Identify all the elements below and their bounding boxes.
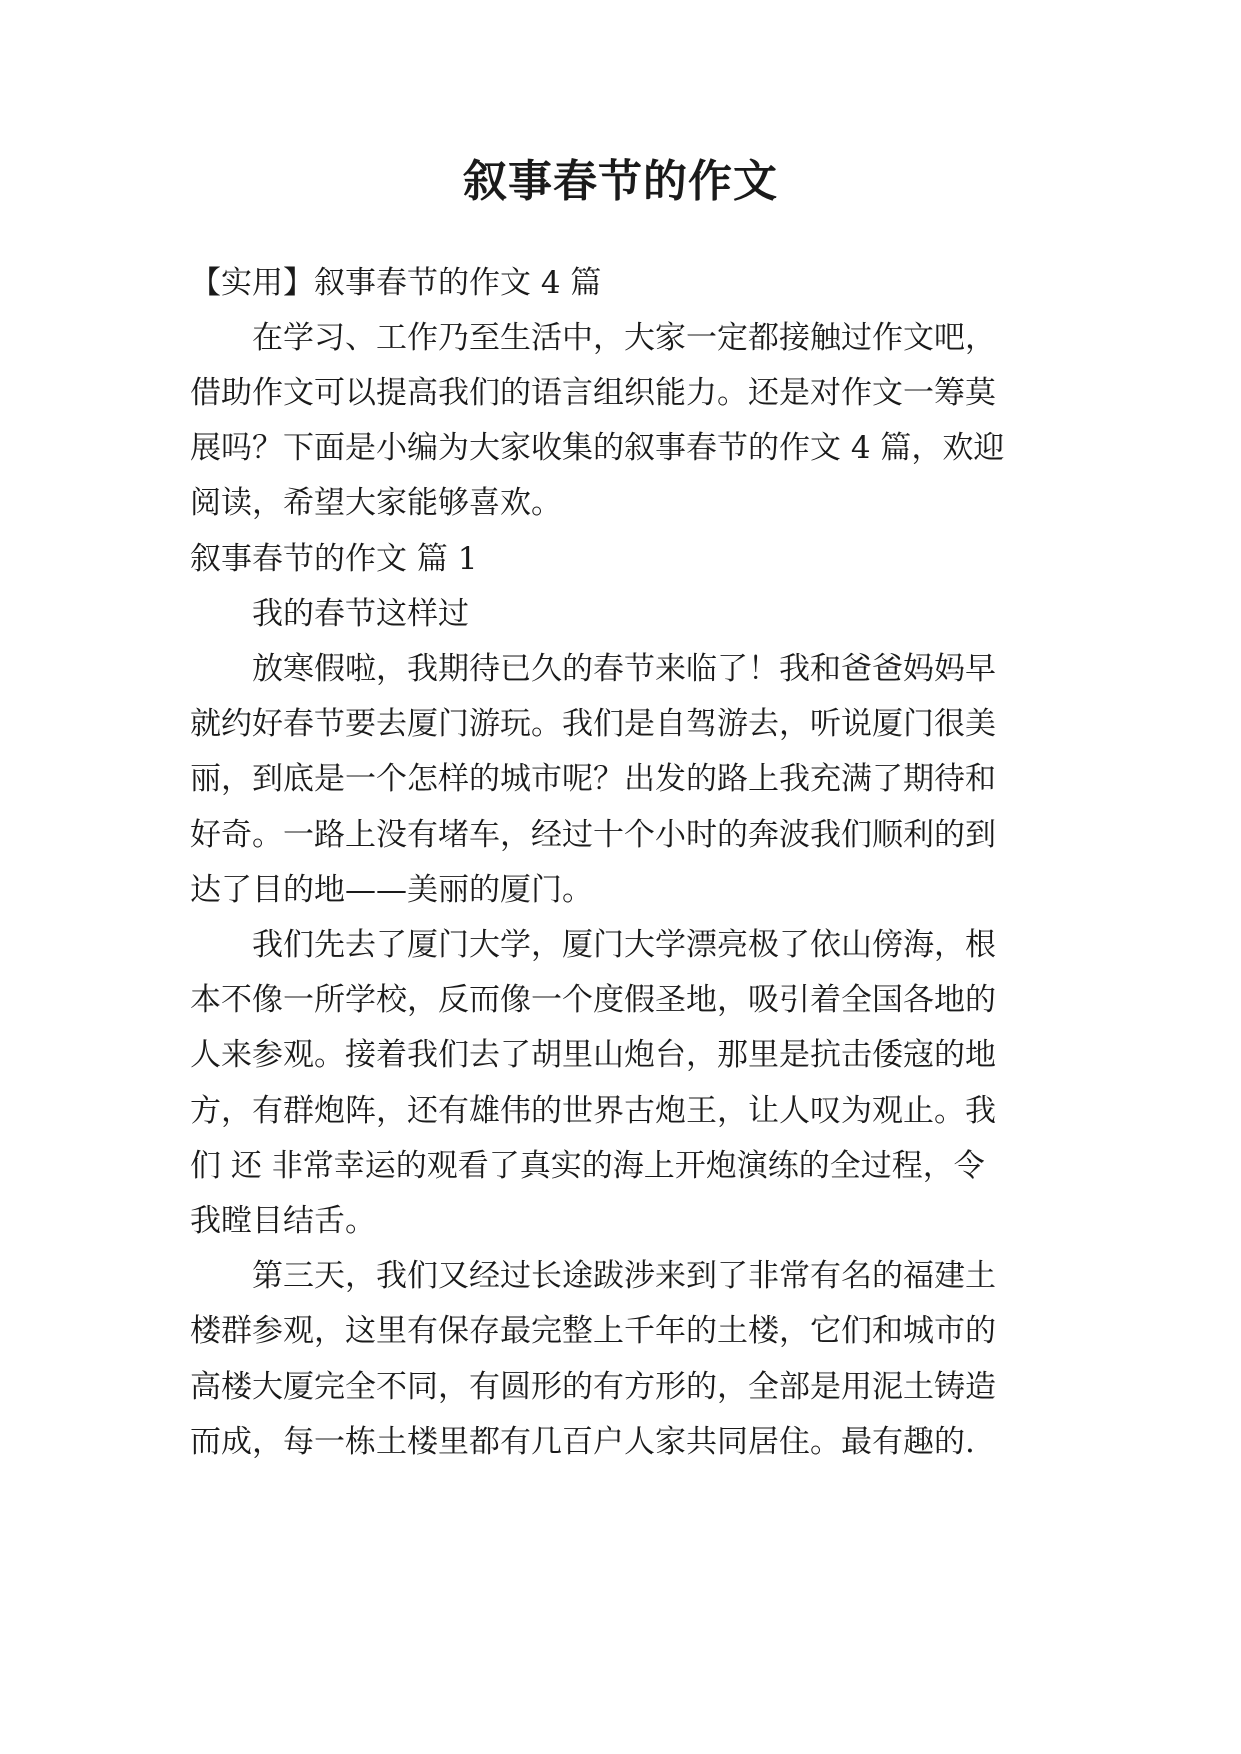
- text-line: 我的春节这样过: [190, 596, 469, 632]
- subtitle-line: 【实用】叙事春节的作文 4 篇: [190, 265, 602, 301]
- document-title: 叙事春节的作文: [463, 156, 778, 207]
- text-line: 达了目的地——美丽的厦门。: [190, 872, 593, 908]
- text-line: 就约好春节要去厦门游玩。我们是自驾游去，听说厦门很美: [190, 706, 996, 742]
- text-line: 而成，每一栋土楼里都有几百户人家共同居住。最有趣的.: [190, 1424, 975, 1460]
- text-line: 本不像一所学校，反而像一个度假圣地，吸引着全国各地的: [190, 982, 996, 1018]
- text-line: 我瞠目结舌。: [190, 1203, 376, 1239]
- text-line: 方，有群炮阵，还有雄伟的世界古炮王，让人叹为观止。我: [190, 1093, 996, 1129]
- text-line: 放寒假啦，我期待已久的春节来临了！我和爸爸妈妈早: [190, 651, 996, 687]
- text-line: 高楼大厦完全不同，有圆形的有方形的，全部是用泥土铸造: [190, 1369, 996, 1405]
- section-heading: 叙事春节的作文 篇 1: [190, 541, 478, 577]
- text-line: 在学习、工作乃至生活中，大家一定都接触过作文吧，: [190, 320, 996, 356]
- text-line: 第三天，我们又经过长途跋涉来到了非常有名的福建土: [190, 1258, 996, 1294]
- text-line: 我们先去了厦门大学，厦门大学漂亮极了依山傍海，根: [190, 927, 996, 963]
- text-line: 们 还 非常幸运的观看了真实的海上开炮演练的全过程，令: [190, 1148, 985, 1184]
- text-line: 阅读，希望大家能够喜欢。: [190, 485, 562, 521]
- text-line: 展吗？下面是小编为大家收集的叙事春节的作文 4 篇，欢迎: [190, 430, 1005, 466]
- text-line: 借助作文可以提高我们的语言组织能力。还是对作文一筹莫: [190, 375, 996, 411]
- text-line: 楼群参观，这里有保存最完整上千年的土楼，它们和城市的: [190, 1313, 996, 1349]
- text-line: 人来参观。接着我们去了胡里山炮台，那里是抗击倭寇的地: [190, 1037, 996, 1073]
- text-line: 好奇。一路上没有堵车，经过十个小时的奔波我们顺利的到: [190, 817, 996, 853]
- text-line: 丽，到底是一个怎样的城市呢？出发的路上我充满了期待和: [190, 761, 996, 797]
